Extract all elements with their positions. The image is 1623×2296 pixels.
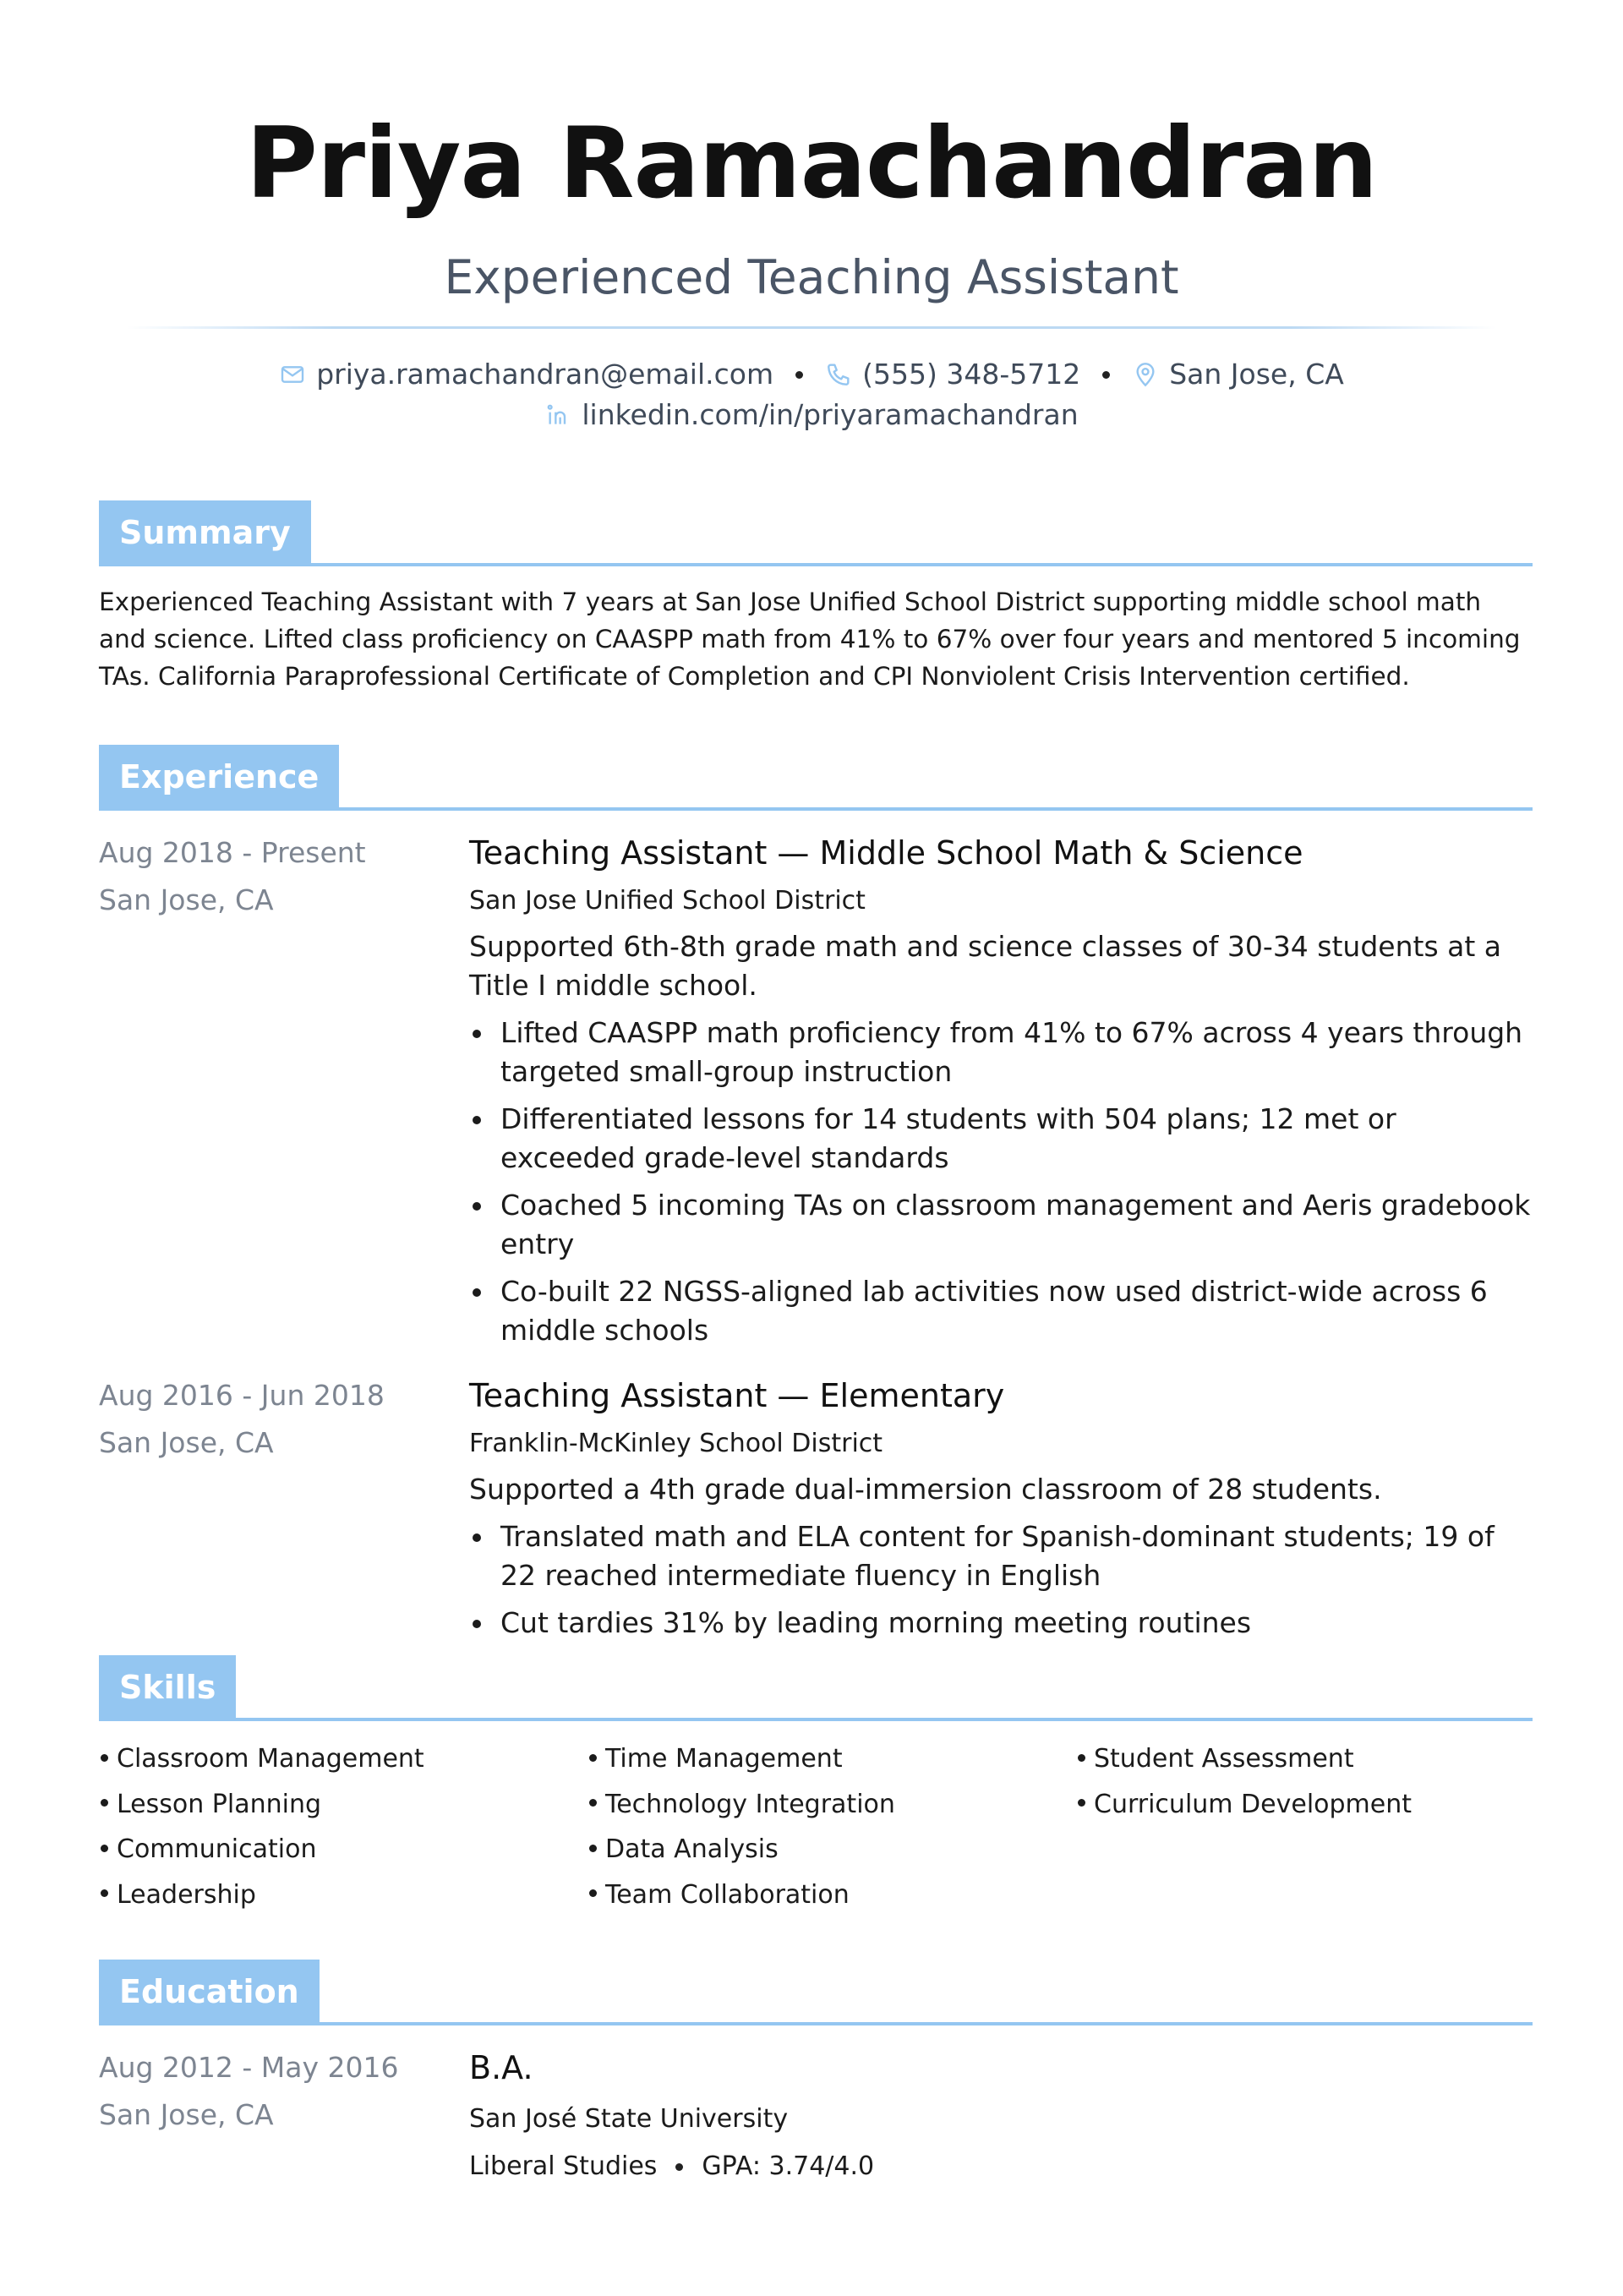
contact-location bbox=[1132, 354, 1344, 395]
summary-section bbox=[99, 500, 1533, 695]
job-title: Teaching Assistant — Elementary bbox=[469, 1377, 1005, 1414]
header-divider bbox=[127, 326, 1496, 329]
skills-column bbox=[99, 1736, 587, 1917]
experience-entry bbox=[99, 829, 1533, 1350]
entry-location: San Jose, CA bbox=[99, 2098, 274, 2131]
school-name: San José State University bbox=[469, 2104, 789, 2134]
skills-heading-bar bbox=[99, 1655, 1533, 1721]
entry-dates: Aug 2018 - Present bbox=[99, 836, 366, 869]
entry-dates: Aug 2012 - May 2016 bbox=[99, 2051, 399, 2084]
skill-item: Time Management bbox=[587, 1736, 1076, 1782]
contact-phone[interactable] bbox=[825, 354, 1080, 395]
experience-section bbox=[99, 745, 1533, 1643]
linkedin-text: linkedin.com/in/priyaramachandran bbox=[582, 398, 1079, 432]
skill-item: Student Assessment bbox=[1076, 1736, 1533, 1782]
entry-details bbox=[469, 829, 1533, 1350]
contact-separator bbox=[1102, 371, 1110, 379]
education-heading-bar bbox=[99, 1960, 1533, 2025]
section-rule bbox=[99, 563, 1533, 566]
skill-item: Data Analysis bbox=[587, 1827, 1076, 1872]
phone-text: (555) 348-5712 bbox=[862, 358, 1081, 391]
summary-heading-bar bbox=[99, 500, 1533, 566]
phone-icon bbox=[825, 361, 852, 388]
mail-icon bbox=[279, 361, 306, 388]
entry-meta bbox=[99, 2044, 469, 2184]
email-text: priya.ramachandran@email.com bbox=[316, 358, 774, 391]
candidate-name: Priya Ramachandran bbox=[245, 107, 1378, 221]
achievement-list bbox=[469, 1517, 1533, 1643]
skill-item: Team Collaboration bbox=[587, 1872, 1076, 1918]
achievement-item: Coached 5 incoming TAs on classroom management and Aeris gradebook entry bbox=[469, 1186, 1533, 1264]
skill-item: Classroom Management bbox=[99, 1736, 587, 1782]
experience-entry bbox=[99, 1372, 1533, 1643]
entry-location: San Jose, CA bbox=[99, 1426, 274, 1459]
section-rule bbox=[99, 2022, 1533, 2025]
skill-item: Communication bbox=[99, 1827, 587, 1872]
employer: Franklin-McKinley School District bbox=[469, 1429, 883, 1458]
summary-text: Experienced Teaching Assistant with 7 years at San Jose Unified School District supporting middle school math and science. Lifted class proficiency on CAASPP math from 41% to 67% over four years and mentored 5 incoming TAs. California Paraprofessional Certificate of Completion and CPI Nonviolent Crisis Intervention certified. bbox=[99, 588, 1521, 691]
major: Liberal Studies bbox=[469, 2151, 658, 2181]
job-description: Supported a 4th grade dual-immersion classroom of 28 students. bbox=[469, 1473, 1382, 1506]
entry-details bbox=[469, 1372, 1533, 1643]
employer: San Jose Unified School District bbox=[469, 886, 866, 916]
location-text: San Jose, CA bbox=[1169, 358, 1344, 391]
achievement-list bbox=[469, 1014, 1533, 1350]
experience-heading-bar bbox=[99, 745, 1533, 811]
skills-column bbox=[1076, 1736, 1533, 1917]
job-description: Supported 6th-8th grade math and science classes of 30-34 students at a Title I middle school. bbox=[469, 930, 1501, 1002]
contact-row-secondary bbox=[0, 395, 1623, 435]
achievement-item: Co-built 22 NGSS-aligned lab activities now used district-wide across 6 middle schools bbox=[469, 1272, 1533, 1350]
achievement-item: Cut tardies 31% by leading morning meeting routines bbox=[469, 1604, 1533, 1643]
achievement-item: Translated math and ELA content for Spanish-dominant students; 19 of 22 reached intermediate fluency in English bbox=[469, 1517, 1533, 1595]
linkedin-icon bbox=[544, 402, 571, 429]
skill-item: Technology Integration bbox=[587, 1782, 1076, 1828]
gpa: GPA: 3.74/4.0 bbox=[702, 2151, 875, 2181]
contact-row-primary bbox=[0, 354, 1623, 395]
skills-column bbox=[587, 1736, 1076, 1917]
entry-meta bbox=[99, 829, 469, 1350]
education-section bbox=[99, 1960, 1533, 2184]
skill-item: Curriculum Development bbox=[1076, 1782, 1533, 1828]
entry-location: San Jose, CA bbox=[99, 883, 274, 916]
skills-section bbox=[99, 1655, 1533, 1917]
detail-separator bbox=[675, 2163, 683, 2171]
resume-header bbox=[0, 0, 1623, 435]
location-pin-icon bbox=[1132, 361, 1159, 388]
section-rule bbox=[99, 807, 1533, 811]
candidate-title: Experienced Teaching Assistant bbox=[444, 249, 1179, 304]
job-title: Teaching Assistant — Middle School Math & Science bbox=[469, 834, 1303, 872]
section-heading: Education bbox=[99, 1960, 320, 2024]
degree: B.A. bbox=[469, 2049, 533, 2086]
section-heading: Skills bbox=[99, 1655, 236, 1719]
contact-linkedin[interactable] bbox=[544, 395, 1078, 435]
achievement-item: Lifted CAASPP math proficiency from 41% to 67% across 4 years through targeted small-group instruction bbox=[469, 1014, 1533, 1091]
contact-email[interactable] bbox=[279, 354, 773, 395]
entry-meta bbox=[99, 1372, 469, 1643]
education-details bbox=[469, 2149, 1533, 2184]
section-rule bbox=[99, 1718, 1533, 1721]
education-entry bbox=[99, 2044, 1533, 2184]
achievement-item: Differentiated lessons for 14 students with 504 plans; 12 met or exceeded grade-level standards bbox=[469, 1100, 1533, 1178]
section-heading: Experience bbox=[99, 745, 339, 809]
entry-dates: Aug 2016 - Jun 2018 bbox=[99, 1379, 385, 1412]
entry-details bbox=[469, 2044, 1533, 2184]
skills-grid bbox=[99, 1736, 1533, 1917]
section-heading: Summary bbox=[99, 500, 311, 565]
contact-info bbox=[0, 354, 1623, 435]
contact-separator bbox=[795, 371, 803, 379]
skill-item: Lesson Planning bbox=[99, 1782, 587, 1828]
skill-item: Leadership bbox=[99, 1872, 587, 1918]
